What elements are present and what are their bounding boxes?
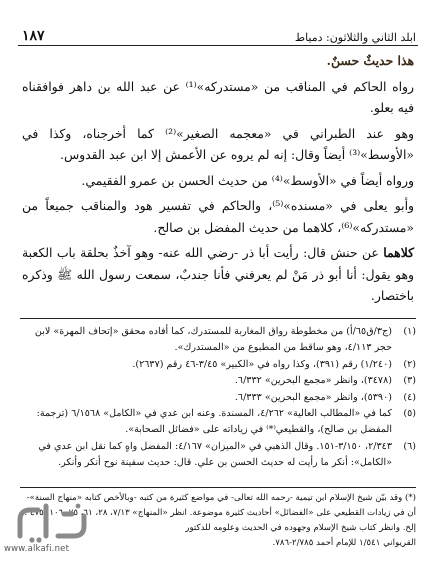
page-header — [22, 22, 416, 44]
paragraph: وأبو يعلى في «مسنده»⁽⁵⁾، والحاكم في تفسير هود والمناقب جميعاً من «مستدركه»⁽⁶⁾، كلاهما من حديث المفضل بن صالح. — [22, 198, 414, 235]
footnote — [18, 390, 416, 406]
note-divider — [20, 487, 416, 488]
note-line: القريواني ١/٥٤١ للإمام أحمد ٢/٧٨٥-٧٨٦. — [272, 538, 416, 548]
footnote — [18, 373, 416, 389]
paragraph-lead-word: كلاهما — [383, 245, 414, 260]
footnote-text: (٣٤٧٨)، وانظر «مجمع البحرين» ٦/٣٣٢. — [234, 375, 392, 387]
watermark — [4, 500, 104, 552]
footnote — [18, 357, 416, 373]
footnote-number: (٦) — [403, 440, 416, 452]
paragraph: وهو عند الطبراني في «معجمه الصغير»⁽²⁾ كما أخرجناه، وكذا في «الأوسط»⁽³⁾ أيضاً وقال: إنه لم يروه عن الأعمش إلا ابن عبد القدوس. — [22, 125, 414, 162]
header-divider — [18, 45, 418, 46]
footnote-number: (٤) — [403, 391, 416, 403]
footnote — [18, 406, 416, 439]
paragraph: رواه الحاكم في المناقب من «مستدركه»⁽¹⁾ عن عبد الله بن داهر فوافقناه فيه بعلو. — [22, 78, 414, 115]
footnote — [18, 324, 416, 357]
footnote — [18, 439, 416, 472]
paragraph: ورواه أيضاً في «الأوسط»⁽⁴⁾ من حديث الحسن بن عمرو الفقيمي. — [81, 172, 414, 188]
footnote-number: (١) — [403, 326, 416, 337]
section-heading: هذا حديثٌ حسنٌ. — [326, 53, 414, 68]
footnote-text: ٢/٣٤٣، ٣/١٥٠-١٥١. وقال الذهبي في «الميزان» ٤/١٦٧: المفضل واهٍ كما نقل ابن عدي في «الكامل»: أنكر ما رأيت له حديث الحسن بن علي. قال: حديث سفينة نوح أنكر وأنكر. — [38, 440, 392, 469]
paragraph-text: عن حنش قال: رأيت أبا ذر -رضي الله عنه- وهو آخذٌ بحلقة باب الكعبة وهو يقول: أنا أبو ذر مَنْ لم يعرفني فأنا جندبٌ، سمعت رسول الله ﷺ وذكره باختصار. — [22, 245, 414, 303]
footnote-number: (٢) — [403, 358, 416, 370]
footnote-text: كما في «المطالب العالية» ٤/٢٦٢، المسندة. وعنه ابن عدي في «الكامل» ٦/١٥٦٨ (ترجمة: المفضل بن صالح)، والقطيعي⁽*⁾ في زياداته على «فضائل الصحابة». — [36, 408, 392, 436]
note-line: (*) وقد بيّن شيخ الإسلام ابن تيمية -رحمه الله تعالى- في مواضع كثيرة من كتبه -وبالأخص كتابه «منهاج السنة»- أن في زيادات القطيعي على «الفضائل» أحاديث كثيرة موضوعة. انظر «المنهاج» ٧/١٣، ٢٨، ٦١، ٧٥، ١٠٦، ٤٧٥ ... إلخ. وانظر كتاب شيخ الإسلام وجهوده في الحديث وعلومه للدكتور — [19, 493, 416, 533]
footnote-text: (ج٣/ق٦٥/أ) من مخطوطة رواق المغاربة للمستدرك، كما أفاده محقق «إتحاف المهرة» لابن حجر ٤/١١٣، وهو ساقط من المطبوع من «المستدرك». — [34, 326, 392, 354]
footnote-number: (٣) — [403, 375, 416, 387]
footnote-text: (٥٣٩٠)، وانظر «مجمع البحرين» ٦/٣٣٣. — [234, 391, 392, 403]
watermark-url: www.alkafi.net — [4, 544, 70, 554]
footnote-text: (١/٢٤٠) رقم (٣٩١)، وكذا رواه في «الكبير» ٣/٤٥-٤٦ رقم (٢٦٣٧). — [132, 358, 392, 370]
footnotes — [18, 324, 416, 472]
main-text — [22, 50, 414, 311]
alkafi-logo-icon — [12, 500, 96, 544]
page-number: ١٨٧ — [22, 28, 45, 44]
footnote-number: (٥) — [403, 408, 416, 420]
paragraph — [22, 242, 414, 307]
footnotes-divider — [20, 318, 416, 319]
running-title: ابلد الثاني والثلاثون: دمياط — [294, 31, 416, 44]
